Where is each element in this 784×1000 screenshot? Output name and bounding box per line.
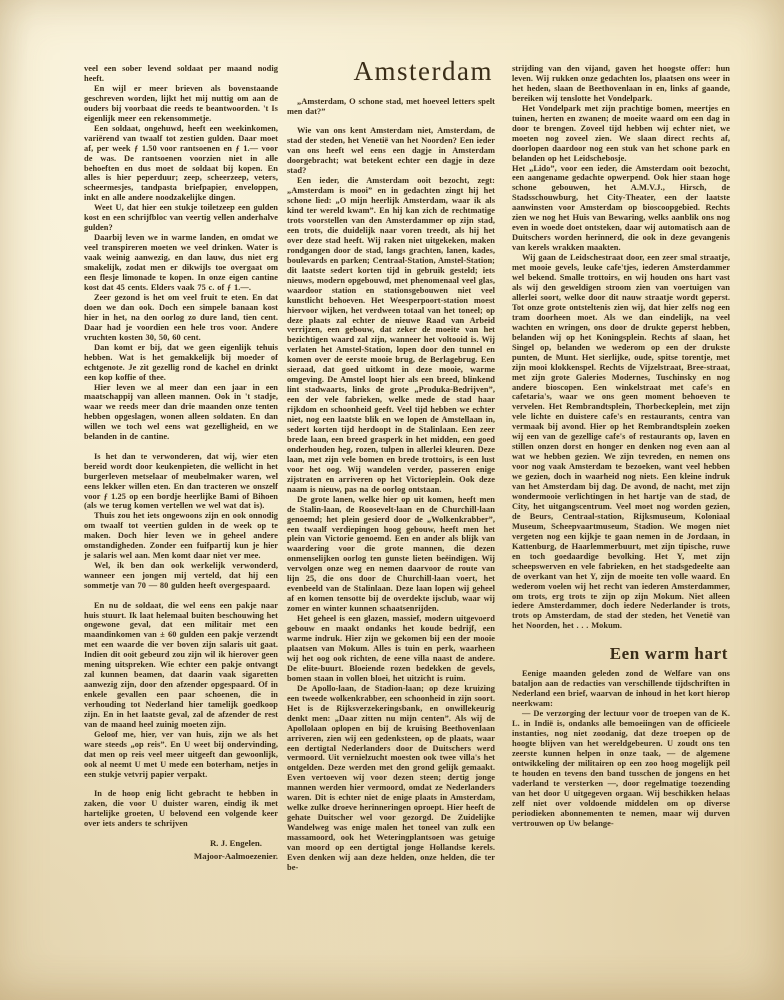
paragraph: Een ieder, die Amsterdam ooit bezocht, zegt: „Amsterdam is mooi” en in gedachten zingt hij het schone lied: „O mijn heerlijk Amsterdam, waar ik als kind ter wereld kwam”. En hij kan zich de rechtmatige trots voorstellen van den Amsterdammer op zijn stad, een trots, die duidelijk naar voren treedt, als hij het over deze stad heeft. Wij raken niet uitgekeken, maken rondgangen door de stad, langs grachten, lanen, kades, boulevards en parken; Centraal-Station, Amstel-Station; dit laatste sedert korten tijd in gebruik gesteld; iets nieuws, modern opgebouwd, met phenomenaal veel glas, waardoor station en stationsgebouwen niet veel kunstlicht behoeven. Het Weesperpoort-station moest hiervoor wijken, het verdween totaal van het toneel; op deze plaats zal echter de nieuwe Raad van Arbeid verrijzen, een gebouw, dat zeker de moeite van het bezichtigen waard zal zijn, wanneer het voltooid is. Wij verlaten het Amstel-Station, lopen door den tunnel en komen over de eerste mooie brug, de Berlagebrug. Een sieraad, dat goed uitkomt in deze mooie, warme omgeving. De Amstel loopt hier als een breed, blinkend lint stadwaarts, links de grote „Produka-Bedrijven”, een der vele fabrieken, welke mede de stad haar rijkdom en schoonheid geeft. Veel tijd hebben we echter niet, nog een laatste blik en we lopen de Amstellaan in, sedert korten tijd herdoopt in de Stalinlaan. Een zeer brede laan, een breed grasperk in het midden, een goed onderhouden heg, rozen, tulpen in allerlei kleuren. Deze laan, met zijn vele bomen en brede trottoirs, is een lust voor het oog. Wij wandelen verder, passeren enige zijstraten en arriveren op het Victorieplein. Ook deze naam is nieuw, pas na de oorlog ontstaan. (287, 176, 495, 494)
paragraph: „Amsterdam, O schone stad, met hoeveel letters spelt men dat?” (287, 97, 495, 116)
paragraph: Eenige maanden geleden zond de Welfare van ons bataljon aan de redacties van verschillende tijdschriften in Nederland een brief, waarvan de inhoud in het kort hierop neerkwam: (512, 669, 730, 709)
paragraph: Hier leven we al meer dan een jaar in een maatschappij van alleen mannen. Ook in 't stadje, waar we reeds meer dan drie maanden onze tenten hebben opgeslagen, wonen alleen soldaten. En dan willen we toch wel eens wat gezelligheid, en we belanden in de cantine. (84, 382, 278, 442)
paragraph: Het „Lido”, voor een ieder, die Amsterdam ooit bezocht, een aangename gedachte opwerpend. Ook hier staan hoge schone gebouwen, het A.M.V.J., Hirsch, de Stadsschouwburg, het City-Theater, een der laatste aanwinsten voor Amsterdam op bioscoopgebied. Rechts zien we nog het Huis van Bewaring, welks aanblik ons nog even in woede doet ontsteken, daar wij automatisch aan de Duitschers worden herinnerd, die ook in deze gevangenis van kerels wrakken maakten. (512, 163, 730, 253)
article-title-amsterdam: Amsterdam (353, 56, 493, 86)
paragraph: Is het dan te verwonderen, dat wij, wier eten bereid wordt door keukenpieten, die wellicht in het burgerleven metselaar of meubelmaker waren, wel eens lekker willen eten. En dan tracteren we onszelf voor ƒ 1.25 op een bordje heerlijke Bami of Bihoen (als we terug komen vertellen we wel wat dat is). (84, 451, 278, 511)
paragraph: veel een sober levend soldaat per maand nodig heeft. (84, 64, 278, 83)
paragraph: En wijl er meer brieven als bovenstaande geschreven worden, lijkt het mij nuttig om aan de ouders bij voorbaat die reeds te beantwoorden. 't Is eigenlijk meer een rekensommetje. (84, 83, 278, 123)
paragraph: Wel, ik ben dan ook werkelijk verwonderd, wanneer een jongen mij verteld, dat hij een sommetje van 70 — 80 gulden heeft overgespaard. (84, 561, 278, 591)
paragraph: In de hoop enig licht gebracht te hebben in zaken, die voor U duister waren, eindig ik met hartelijke groeten, U belovend een volgende keer over iets anders te schrijven (84, 789, 278, 829)
signature-name: R. J. Engelen. (209, 838, 262, 849)
paragraph: Een soldaat, ongehuwd, heeft een weekinkomen, variërend van twaalf tot zestien gulden. Daar moet af, per week ƒ 1.50 voor rantsoenen en ƒ 1.— voor de was. De rantsoenen voorzien niet in alle behoeften en dus moet de soldaat bij kopen. En alles is hier peperduur; zeep, scheerzeep, veters, scheermesjes, tandpasta briefpapier, enveloppen, inkt en alle andere noodzakelijke dingen. (84, 123, 278, 203)
paragraph: Daarbij leven we in warme landen, en omdat we veel transpireren moeten we veel drinken. Water is vaak weinig aanwezig, en dan lauw, dus niet erg smakelijk, zodat men er dikwijls toe overgaat om een flesje limonade te kopen. In onze eigen cantine kost dat 45 cents. Elders vaak 75 c. of ƒ 1.—. (84, 233, 278, 292)
paragraph: Zeer gezond is het om veel fruit te eten. En dat doen we dan ook. Doch een simpele banaan kost hier in het, na den oorlog zo dure land, tien cent. Daar had je voordien een hele tros voor. Andere vruchten kosten 30, 50, 60 cent. (84, 292, 278, 342)
column-middle (287, 54, 495, 873)
paragraph: Wie van ons kent Amsterdam niet, Amsterdam, de stad der steden, het Venetië van het Noorden? Een ieder van ons heeft wel eens een dagje in Amsterdam doorgebracht; wat betekent echter een dagje in deze stad? (287, 126, 495, 176)
right-paragraphs-top (512, 64, 730, 631)
signature-title: Majoor-Aalmoezenier. (193, 851, 278, 862)
paragraph: Het Vondelpark met zijn prachtige bomen, meertjes en tuinen, herten en zwanen; de moeite waard om een dag in door te brengen. Zoveel tijd hebben wij echter niet, we moeten nog zoveel zien. We slaan direct rechts af, doorlopen daardoor nog een stuk van het schone park en belanden op het Leidschebosje. (512, 103, 730, 163)
paragraph: Het geheel is een glazen, massief, modern uitgevoerd gebouw en maakt ondanks het koude bedrijf, een warme indruk. Hier zijn we gekomen bij een der mooie plaatsen van Mokum. Alles is tuin en perk, waarheen wij het oog ook richten, de eene villa naast de andere. De elite-buurt. Bloeiende rozen bedekken de gevels, bomen staan in vollen bloei, het uitzicht is ruim. (287, 614, 495, 683)
section-heading-een-warm-hart: Een warm hart (609, 644, 728, 664)
middle-paragraphs (287, 97, 495, 873)
right-paragraphs-bottom (512, 669, 730, 828)
paragraph: Geloof me, hier, ver van huis, zijn we als het ware steeds „op reis”. En U weet bij ondervinding, dat men op reis veel meer uitgeeft dan gewoonlijk, ook al neemt U met U mede een boterham, netjes in een stukje vetvrij papier verpakt. (84, 729, 278, 779)
paragraph: — De verzorging der lectuur voor de troepen van de K. L. in Indië is, ondanks alle bemoeiingen van de officieele instanties, nog niet zoodanig, dat deze troepen op de hoogte blijven van het wereldgebeuren. U zoudt ons ten zeerste kunnen helpen in onze taak, — de algemene ontwikkeling der militairen op een zoo hoog mogelijk peil te houden en tevens den band tusschen de jongens en het vaderland te versterken —, door regelmatige toezending van het door U uitgegeven orgaan. Wij beschikken helaas zelf niet over voldoende middelen om op diverse periodieken abonnementen te nemen, maar wij durven vertrouwen op Uw belange- (512, 709, 730, 828)
paragraph: Weet U, dat hier een stukje toiletzeep een gulden kost en een schrijfbloc van veertig vellen anderhalve gulden? (84, 203, 278, 233)
paragraph: De Apollo-laan, de Stadion-laan; op deze kruizing een tweede wolkenkrabber, een schoonheid in zijn soort. Het is de Rijksverzekeringsbank, en onwillekeurig denkt men: „Daar zitten nu mijn centen”. Als wij de Apollolaan oplopen en bij de kruising Beethovenlaan arriveren, zien wij een gedenksteen, op de plaats, waar een dertigtal Nederlanders door de Duitschers werd vermoord. Uit vernielzucht moesten ook twee villa's het ontgelden. Deze werden met den grond gelijk gemaakt. Even vertoeven wij voor dezen steen; dertig jonge mannen werden hier vermoord, omdat ze Nederlanders waren. Dit is echter niet de enige plaats in Amsterdam, welke zulke droeve herinneringen oproept. Hier heeft de gehate Duitscher wel voor gezorgd. De Zuidelijke Wandelweg was enige malen het toneel van zulk een massamoord, ook het Weteringplantsoen was getuige van moord op een dertigtal jonge Hollandse kerels. Even denken wij aan deze helden, onze helden, die ter be- (287, 683, 495, 872)
paragraph: Dan komt er bij, dat we geen eigenlijk tehuis hebben. Wat is het gemakkelijk bij moeder of echtgenote. Je zit gezellig rond de kachel en drinkt een kop koffie of thee. (84, 342, 278, 382)
paragraph: De grote lanen, welke hier op uit komen, heeft men de Stalin-laan, de Roosevelt-laan en de Churchill-laan genoemd; het plein gesierd door de „Wolkenkrabber”, een twaalf verdiepingen hoog gebouw, heeft men het plein van Victorie genoemd. Een en ander als blijk van waardering voor die grote mannen, die dezen onmenselijken oorlog ten gunste lieten beëindigen. Wij vervolgen onze weg en nemen daarvoor de route van lijn 25, die ons door de Churchill-laan voert, het evenbeeld van de Stalinlaan. Deze laan lopen wij geheel af en komen tensotte bij de overdekte ijsclub, waar wij zomer en winter kunnen schaatsenrijden. (287, 494, 495, 614)
left-paragraphs (84, 64, 278, 829)
column-left (84, 64, 278, 862)
column-right (512, 64, 730, 829)
paragraph: En nu de soldaat, die wel eens een pakje naar huis stuurt. Ik laat helemaal buiten beschouwing het ongewone geval, dat een militair met een maandinkomen van ± 60 gulden een pakje verzendt met een waarde die ver boven zijn salaris uit gaat. Indien dit ooit gebeurd zou zijn wil ik hierover geen mening uitspreken. Wie echter een pakje ontvangt zal kunnen beamen, dat daarin vaak sigaretten aanwezig zijn, door den afzender opgespaard. Of in enkele gevallen een paar schoenen, die in verhouding tot Nederland hier tamelijk goedkoop zijn. En in het laatste geval, zal de afzender de rest van de maand heel zuinig moeten zijn. (84, 600, 278, 729)
paragraph: strijding van den vijand, gaven het hoogste offer: hun leven. Wij rukken onze gedachten los, plaatsen ons weer in het heden, slaan de Beethovenlaan in en, links af gaande, bereiken wij tenslotte het Vondelpark. (512, 64, 730, 103)
paragraph: Thuis zou het iets ongewoons zijn en ook onnodig om twaalf tot veertien gulden in de week op te maken. Doch hier leven we in geheel andere omstandigheden. Zonder een fuifpartij kun je hier je salaris wel aan. Men komt daar niet ver mee. (84, 511, 278, 561)
paragraph: Wij gaan de Leidschestraat door, een zeer smal straatje, met mooie gevels, leuke cafe'tjes, iederen Amsterdammer wel bekend. Smalle trottoirs, en wij houden ons hart vast als wij den geweldigen stroom zien van voertuigen van allerlei soort, welke door dit nauw straatje wordt geperst. Tot onze grote ontsteltenis zien wij, dat hier zelfs nog een tram doorheen moet. Als we dan eindelijk, na veel wachten en wringen, ons door de drukte geperst hebben, belanden wij op het Koningsplein. Rechts af slaan, het Singel op, belanden we wederom op een der drukste punten, de Munt. Het sierlijke, oude, spitse torentje, met zijn mooi klokkenspel. Rechts de Vijzelstraat, Bree-straat, met zijn grote Galeries Modernes, Tuschinsky en nog andere bioscopen. Een winkelstraat met cafe's en cafetaria's, waar we ons geen moment behoeven te vervelen. Het Rembrandtsplein, Thorbeckeplein, met zijn vele lichte en duistere cafe's en restaurants, centra van vermaak bij avond. Hier op het Rembrandtsplein zoeken wij een van de gezellige cafe's of restaurants op, laven en stillen onzen dorst en honger en denken nog even aan al wat we hebben gezien. We zijn tevreden, en nemen ons voor nog vaak Amsterdam te bezoeken, want veel hebben we gezien, doch in waarheid nog niets. Een kleine indruk van het Amsterdam bij dag. De avond, de nacht, met zijn wondermooie verlichtingen in het hartje van de stad, de City, het uitgangscentrum. Veel moet nog worden gezien, de Beurs, Centraal-station, Rijksmuseum, Koloniaal Museum, Scheepvaartmuseum, Stadion. We mogen niet vergeten nog een kijkje te gaan nemen in de Jordaan, in Kattenburg, de Haarlemmerbuurt, met zijn tipische, ruwe en toch goedaardige bevolking. Het Y, met zijn scheepswerven en vele fabrieken, en het stadsgedeelte aan de overkant van het Y, zijn de moeite ten volle waard. En wederom voelen wij het recht van iederen Amsterdammer, om trots, erg trots te zijn op zijn Mokum. Niet alleen iedere Amsterdammer, doch iedere Nederlander is trots, trots op Amsterdam, de stad der steden, het Venetië van het Noorden, het . . . Mokum. (512, 253, 730, 631)
